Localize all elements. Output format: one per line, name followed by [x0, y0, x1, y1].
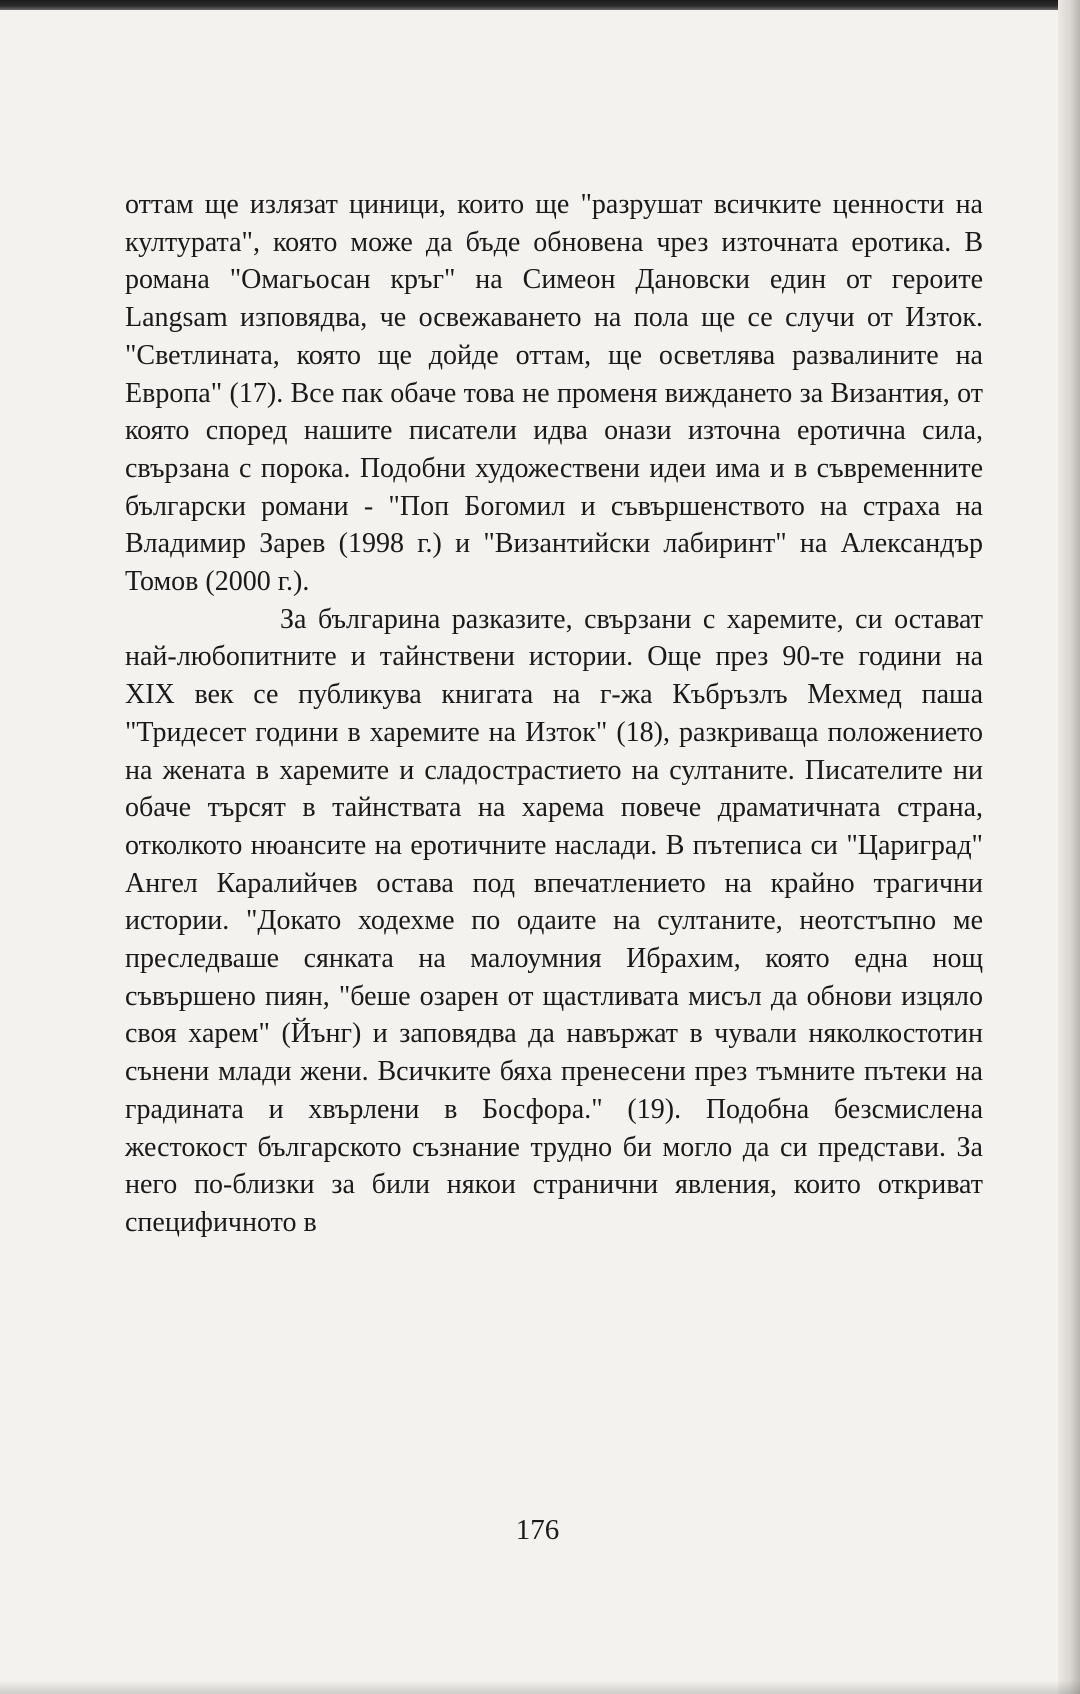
page-number-container — [0, 1514, 1080, 1547]
page-number: 176 — [515, 1514, 560, 1546]
page-right-edge — [1058, 0, 1080, 1694]
scan-top-edge — [0, 0, 1080, 10]
page-body — [125, 186, 983, 1242]
paragraph-1: оттам ще излязат циници, които ще "разрушат всичките ценности на културата", която може да бъде обновена чрез източната еротика. В романа "Омагьосан кръг" на Симеон Дановски един от героите Langsam изповядва, че освежаването на пола ще се случи от Изток. "Светлината, която ще дойде оттам, ще осветлява развалините на Европа" (17). Все пак обаче това не променя виждането за Византия, от която според нашите писатели идва онази източна еротична сила, свързана с порока. Подобни художествени идеи има и в съвременните български романи - "Поп Богомил и съвършенството на страха на Владимир Зарев (1998 г.) и "Византийски лабиринт" на Александър Томов (2000 г.). — [125, 189, 983, 598]
paragraph-2: За българина разказите, свързани с харемите, си остават най-любопитните и тайнствени истории. Още през 90-те години на XIX век се публикува книгата на г-жа Къбръзлъ Мехмед паша "Тридесет години в харемите на Изток" (18), разкриваща положението на жената в харемите и сладострастието на султаните. Писателите ни обаче търсят в тайнствата на харема повече драматичната страна, отколкото нюансите на еротичните наслади. В пътеписа си "Цариград" Ангел Каралийчев остава под впечатлението на крайно трагични истории. "Докато ходехме по одаите на султаните, неотстъпно ме преследваше сянката на малоумния Ибрахим, която една нощ съвършено пиян, "беше озарен от щастливата мисъл да обнови изцяло своя харем" (Йънг) и заповядва да навържат в чували няколкостотин сънени млади жени. Всичките бяха пренесени през тъмните пътеки на градината и хвърлени в Босфора." (19). Подобна безсмислена жестокост българското съзнание трудно би могло да си представи. За него по-близки за били някои странични явления, които откриват специфичното в — [125, 603, 983, 1238]
scan-bottom-shade — [0, 1680, 1080, 1694]
